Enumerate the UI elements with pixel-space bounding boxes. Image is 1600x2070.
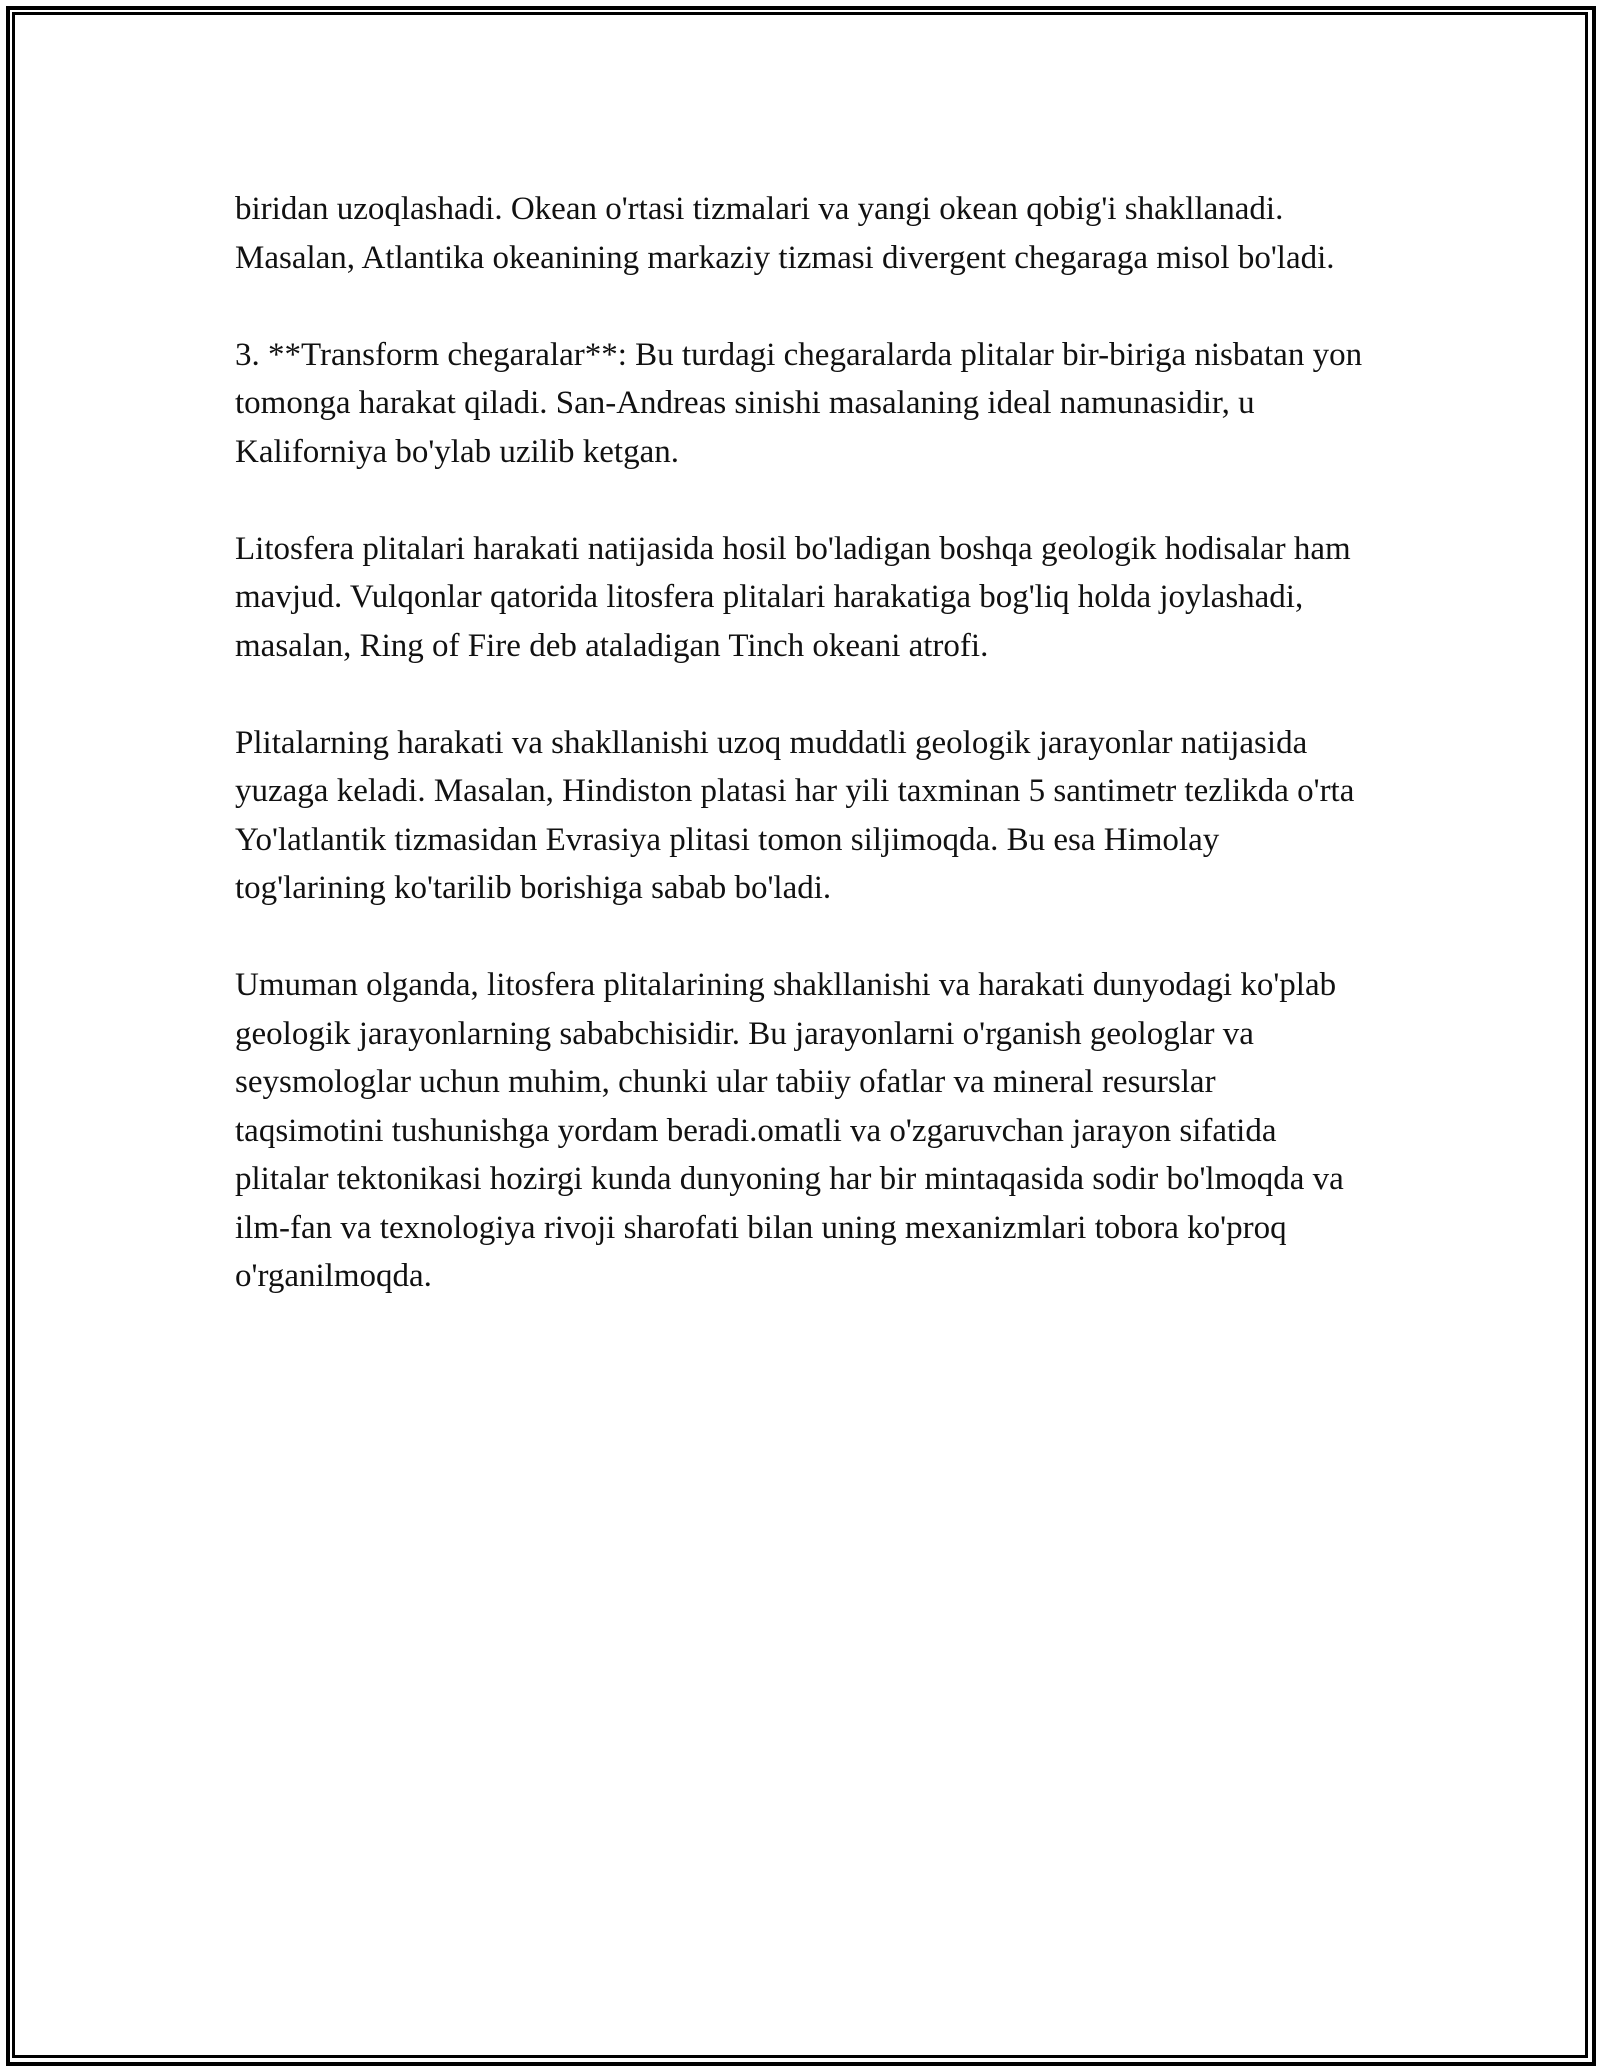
- paragraph-plate-movement: Plitalarning harakati va shakllanishi uzoq muddatli geologik jarayonlar natijasida yuzaga keladi. Masalan, Hindiston platasi har yili taxminan 5 santimetr tezlikda o'rta Yo'latlantik tizmasidan Evrasiya plitasi tomon siljimoqda. Bu esa Himolay tog'larining ko'tarilib borishiga sabab bo'ladi.: [235, 724, 1355, 906]
- paragraph-divergent-continuation: biridan uzoqlashadi. Okean o'rtasi tizmalari va yangi okean qobig'i shakllanadi. Masalan, Atlantika okeanining markaziy tizmasi divergent chegaraga misol bo'ladi.: [235, 191, 1335, 276]
- document-body: [235, 185, 1365, 1349]
- paragraph-volcanoes: Litosfera plitalari harakati natijasida hosil bo'ladigan boshqa geologik hodisalar ham mavjud. Vulqonlar qatorida litosfera plitalari harakatiga bog'liq holda joylashadi, masalan, Ring of Fire deb ataladigan Tinch okeani atrofi.: [235, 530, 1351, 664]
- paragraph-conclusion: Umuman olganda, litosfera plitalarining shakllanishi va harakati dunyodagi ko'plab geologik jarayonlarning sababchisidir. Bu jarayonlarni o'rganish geologlar va seysmologlar uchun muhim, chunki ular tabiiy ofatlar va mineral resurslar taqsimotini tushunishga yordam beradi.omatli va o'zgaruvchan jarayon sifatida plitalar tektonikasi hozirgi kunda dunyoning har bir mintaqasida sodir bo'lmoqda va ilm-fan va texnologiya rivoji sharofati bilan uning mexanizmlari tobora ko'proq o'rganilmoqda.: [235, 967, 1344, 1294]
- paragraph-transform-boundaries: 3. **Transform chegaralar**: Bu turdagi chegaralarda plitalar bir-biriga nisbatan yon tomonga harakat qiladi. San-Andreas sinishi masalaning ideal namunasidir, u Kaliforniya bo'ylab uzilib ketgan.: [235, 336, 1363, 470]
